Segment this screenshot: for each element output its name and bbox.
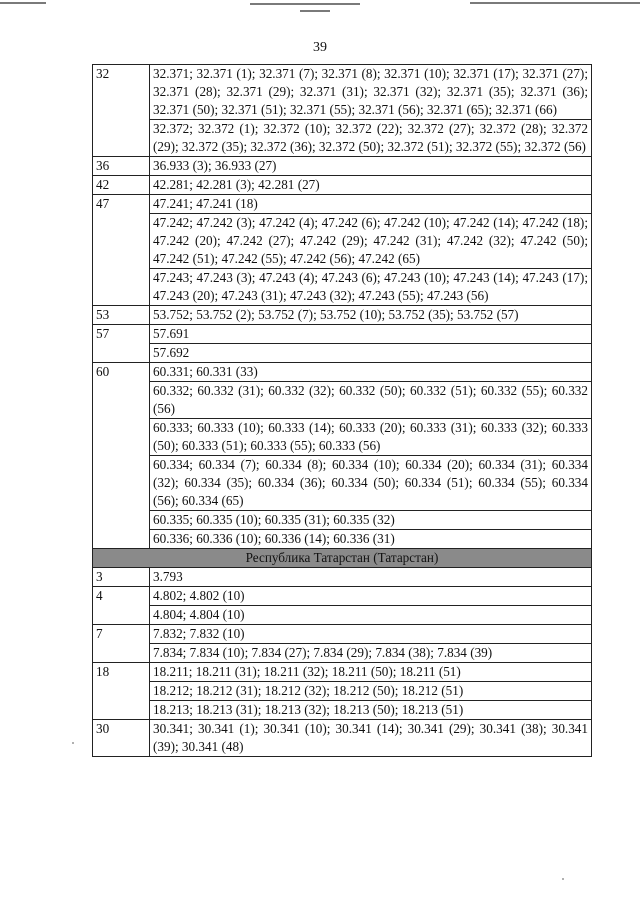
group-code-cell: 42 [93,176,150,195]
code-list-cell: 4.804; 4.804 (10) [150,606,592,625]
table-row [93,568,592,587]
table-row [93,269,592,306]
group-code-cell: 57 [93,325,150,363]
code-list-cell: 18.211; 18.211 (31); 18.211 (32); 18.211 (50); 18.211 (51) [150,663,592,682]
group-code-cell: 53 [93,306,150,325]
code-list-cell: 47.241; 47.241 (18) [150,195,592,214]
code-list-cell: 60.334; 60.334 (7); 60.334 (8); 60.334 (10); 60.334 (20); 60.334 (31); 60.334 (32); 60.334 (35); 60.334 (36); 60.334 (50); 60.334 (51); 60.334 (55); 60.334 (56); 60.334 (65) [150,456,592,511]
code-list-cell: 36.933 (3); 36.933 (27) [150,157,592,176]
code-list-cell: 7.832; 7.832 (10) [150,625,592,644]
table-row [93,682,592,701]
code-list-cell: 30.341; 30.341 (1); 30.341 (10); 30.341 (14); 30.341 (29); 30.341 (38); 30.341 (39); 30.341 (48) [150,720,592,757]
code-list-cell: 42.281; 42.281 (3); 42.281 (27) [150,176,592,195]
code-list-cell: 32.371; 32.371 (1); 32.371 (7); 32.371 (8); 32.371 (10); 32.371 (17); 32.371 (27); 32.371 (28); 32.371 (29); 32.371 (31); 32.371 (32); 32.371 (35); 32.371 (36); 32.371 (50); 32.371 (51); 32.371 (55); 32.371 (56); 32.371 (65); 32.371 (66) [150,65,592,120]
table-row [93,720,592,757]
group-code-cell: 18 [93,663,150,720]
table-row [93,195,592,214]
group-code-cell: 60 [93,363,150,549]
table-row [93,65,592,120]
region-name: Республика Татарстан (Татарстан) [93,549,592,568]
group-code-cell: 36 [93,157,150,176]
region-header-row [93,549,592,568]
scan-edge-artifact [0,0,640,14]
table-row [93,456,592,511]
group-code-cell: 32 [93,65,150,157]
table-row [93,644,592,663]
code-list-cell: 3.793 [150,568,592,587]
code-list-cell: 57.692 [150,344,592,363]
table-row [93,344,592,363]
code-list-cell: 18.212; 18.212 (31); 18.212 (32); 18.212 (50); 18.212 (51) [150,682,592,701]
code-list-cell: 47.242; 47.242 (3); 47.242 (4); 47.242 (6); 47.242 (10); 47.242 (14); 47.242 (18); 47.242 (20); 47.242 (27); 47.242 (29); 47.242 (31); 47.242 (32); 47.242 (50); 47.242 (51); 47.242 (55); 47.242 (56); 47.242 (65) [150,214,592,269]
table-row [93,382,592,419]
code-list-cell: 53.752; 53.752 (2); 53.752 (7); 53.752 (10); 53.752 (35); 53.752 (57) [150,306,592,325]
page-number: 39 [313,40,327,55]
group-code-cell: 47 [93,195,150,306]
code-list-cell: 47.243; 47.243 (3); 47.243 (4); 47.243 (6); 47.243 (10); 47.243 (14); 47.243 (17); 47.243 (20); 47.243 (31); 47.243 (32); 47.243 (55); 47.243 (56) [150,269,592,306]
table-row [93,587,592,606]
table-row [93,176,592,195]
code-list-cell: 60.332; 60.332 (31); 60.332 (32); 60.332 (50); 60.332 (51); 60.332 (55); 60.332 (56) [150,382,592,419]
table-row [93,625,592,644]
group-code-cell: 30 [93,720,150,757]
table-row [93,511,592,530]
table-row [93,363,592,382]
group-code-cell: 7 [93,625,150,663]
table-row [93,701,592,720]
code-list-cell: 60.335; 60.335 (10); 60.335 (31); 60.335 (32) [150,511,592,530]
code-list-cell: 32.372; 32.372 (1); 32.372 (10); 32.372 (22); 32.372 (27); 32.372 (28); 32.372 (29); 32.372 (35); 32.372 (36); 32.372 (50); 32.372 (51); 32.372 (55); 32.372 (56) [150,120,592,157]
group-code-cell: 3 [93,568,150,587]
table-row [93,530,592,549]
table-row [93,419,592,456]
scan-speck [72,742,74,744]
code-list-cell: 57.691 [150,325,592,344]
code-list-cell: 4.802; 4.802 (10) [150,587,592,606]
table-row [93,157,592,176]
table-row [93,120,592,157]
code-list-cell: 18.213; 18.213 (31); 18.213 (32); 18.213 (50); 18.213 (51) [150,701,592,720]
codes-table [92,64,592,757]
code-list-cell: 60.336; 60.336 (10); 60.336 (14); 60.336 (31) [150,530,592,549]
code-list-cell: 7.834; 7.834 (10); 7.834 (27); 7.834 (29); 7.834 (38); 7.834 (39) [150,644,592,663]
codes-table-body [93,65,592,757]
group-code-cell: 4 [93,587,150,625]
table-row [93,325,592,344]
scan-speck [562,878,564,880]
table-row [93,214,592,269]
code-list-cell: 60.331; 60.331 (33) [150,363,592,382]
code-list-cell: 60.333; 60.333 (10); 60.333 (14); 60.333 (20); 60.333 (31); 60.333 (32); 60.333 (50); 60.333 (51); 60.333 (55); 60.333 (56) [150,419,592,456]
table-row [93,306,592,325]
table-row [93,663,592,682]
table-row [93,606,592,625]
